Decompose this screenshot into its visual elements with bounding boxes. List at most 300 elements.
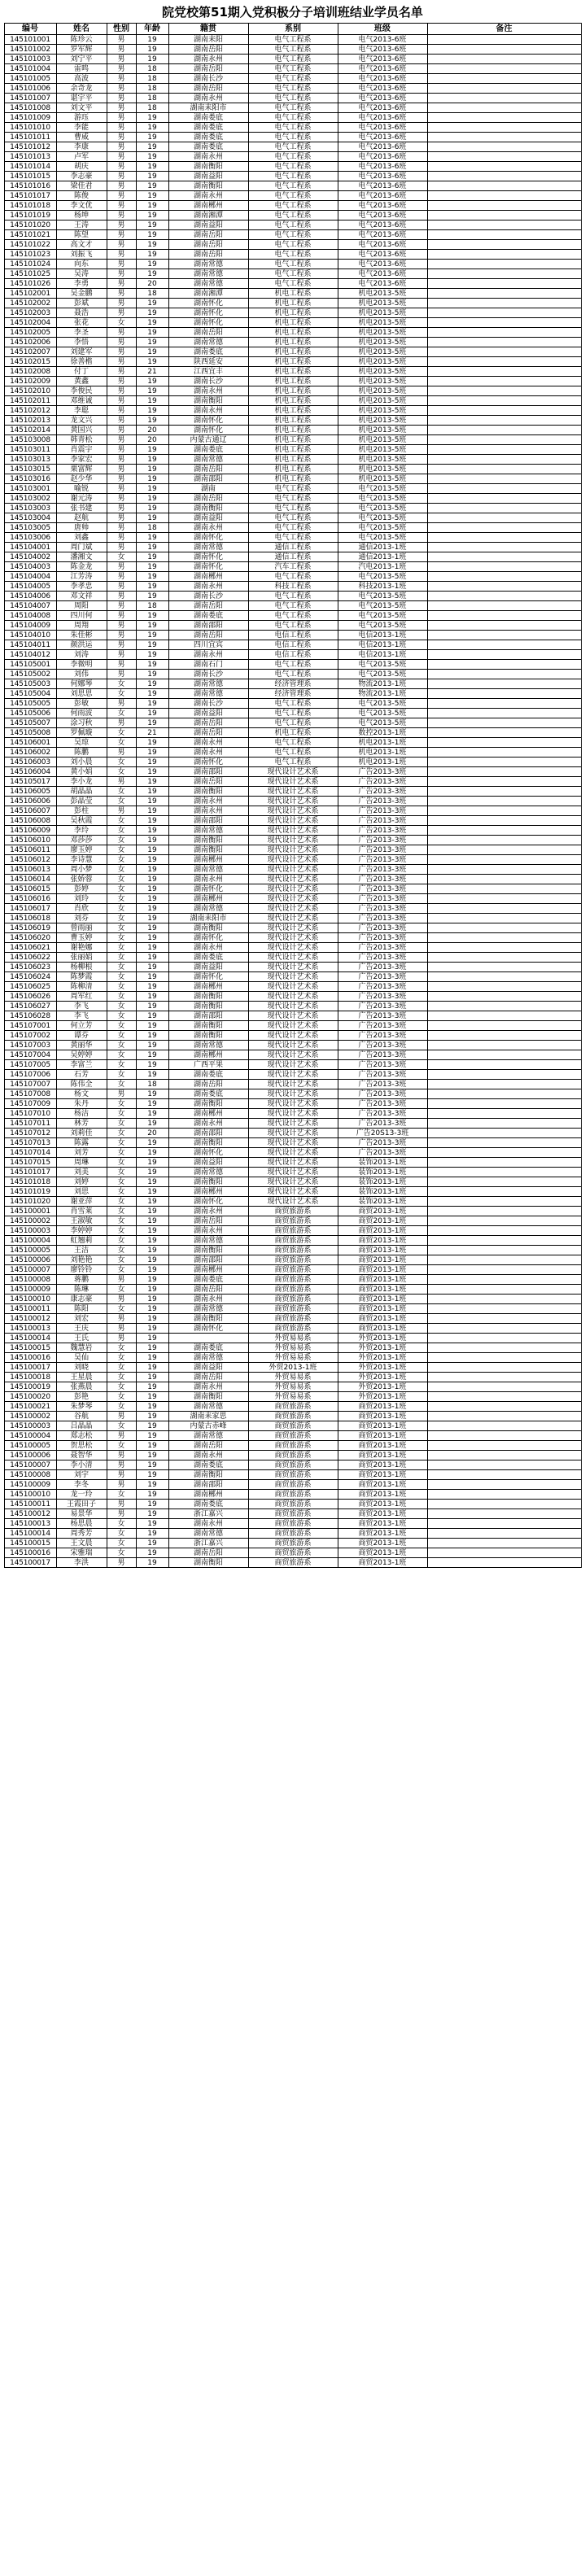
cell-class: 广告2013-3班 [338,767,427,777]
cell-sex: 女 [107,943,136,953]
cell-home: 湖南娄底 [168,133,248,142]
cell-note [427,777,581,787]
cell-note [427,142,581,152]
cell-dept: 电气工程系 [248,55,338,64]
cell-id: 145101015 [4,172,56,181]
cell-class: 机电2013-5班 [338,338,427,347]
col-header-department: 系别 [248,24,338,35]
cell-class: 广告2013-3班 [338,806,427,816]
table-row [4,1392,581,1402]
cell-name: 杨洁 [56,1109,107,1119]
cell-note [427,347,581,357]
cell-dept: 商贸旅游系 [248,1402,338,1412]
cell-id: 145104003 [4,562,56,572]
cell-sex: 女 [107,1002,136,1011]
cell-name: 彭婷 [56,884,107,894]
cell-sex: 女 [107,318,136,328]
cell-id: 145104010 [4,631,56,640]
cell-id: 145106001 [4,738,56,748]
cell-name: 赵少华 [56,474,107,484]
cell-age: 19 [136,679,168,689]
cell-sex: 女 [107,914,136,923]
cell-dept: 电气工程系 [248,84,338,94]
cell-id: 145100004 [4,1431,56,1441]
table-row [4,806,581,816]
cell-name: 杨柳根 [56,963,107,972]
cell-home: 湖南邵阳 [168,1255,248,1265]
cell-age: 19 [136,1402,168,1412]
cell-id: 145102006 [4,338,56,347]
cell-sex: 男 [107,55,136,64]
table-row [4,1451,581,1460]
cell-home: 湖南衡阳 [168,162,248,172]
cell-dept: 商贸旅游系 [248,1500,338,1509]
cell-name: 韩青松 [56,435,107,445]
cell-name: 陈俊 [56,191,107,201]
cell-note [427,699,581,709]
table-row [4,474,581,484]
cell-sex: 男 [107,133,136,142]
cell-class: 电气2013-5班 [338,660,427,670]
cell-id: 145101017 [4,1168,56,1177]
cell-note [427,1168,581,1177]
cell-class: 电气2013-6班 [338,45,427,55]
cell-dept: 商贸旅游系 [248,1460,338,1470]
cell-age: 19 [136,826,168,836]
cell-home: 湖南邵阳 [168,1129,248,1138]
cell-note [427,914,581,923]
table-row [4,504,581,513]
cell-name: 贺思松 [56,1441,107,1451]
cell-name: 刘芳 [56,1148,107,1158]
cell-dept: 商贸旅游系 [248,1265,338,1275]
cell-note [427,1500,581,1509]
cell-class: 装饰2013-1班 [338,1187,427,1197]
cell-class: 广告2013-3班 [338,1109,427,1119]
cell-note [427,230,581,240]
cell-note [427,465,581,474]
cell-name: 邓维诚 [56,396,107,406]
cell-age: 19 [136,455,168,465]
cell-home: 湖南怀化 [168,933,248,943]
cell-age: 18 [136,84,168,94]
cell-id: 145104012 [4,650,56,660]
cell-note [427,74,581,84]
cell-note [427,416,581,426]
cell-class: 电气2013-5班 [338,611,427,621]
cell-age: 19 [136,767,168,777]
cell-note [427,1519,581,1529]
cell-home: 湖南娄底 [168,611,248,621]
cell-dept: 机电工程系 [248,318,338,328]
table-header-row [4,24,581,35]
cell-age: 19 [136,474,168,484]
cell-class: 汽电2013-1班 [338,562,427,572]
cell-sex: 男 [107,357,136,367]
cell-id: 145106023 [4,963,56,972]
table-row [4,162,581,172]
cell-name: 刘艳艳 [56,1255,107,1265]
table-row [4,299,581,308]
cell-class: 商贸2013-1班 [338,1470,427,1480]
cell-id: 145101024 [4,260,56,269]
cell-home: 湖南永州 [168,386,248,396]
table-row [4,289,581,299]
cell-sex: 女 [107,836,136,845]
cell-id: 145100012 [4,1509,56,1519]
cell-id: 145106019 [4,923,56,933]
cell-dept: 机电工程系 [248,377,338,386]
cell-home: 湖南长沙 [168,699,248,709]
cell-age: 18 [136,523,168,533]
cell-dept: 电气工程系 [248,142,338,152]
cell-class: 电气2013-5班 [338,504,427,513]
table-row [4,1011,581,1021]
cell-age: 19 [136,230,168,240]
cell-name: 王淑敏 [56,1216,107,1226]
cell-age: 19 [136,1519,168,1529]
cell-note [427,679,581,689]
cell-class: 电气2013-5班 [338,718,427,728]
table-row [4,1412,581,1421]
cell-age: 19 [136,1334,168,1343]
cell-name: 赵航 [56,513,107,523]
cell-sex: 女 [107,1255,136,1265]
cell-home: 湖南耒阳市 [168,914,248,923]
cell-dept: 外贸2013-1班 [248,1363,338,1373]
cell-sex: 男 [107,445,136,455]
cell-note [427,797,581,806]
cell-home: 湖南常德 [168,679,248,689]
cell-age: 19 [136,55,168,64]
cell-home: 湖南永州 [168,1382,248,1392]
cell-note [427,1021,581,1031]
cell-note [427,1431,581,1441]
cell-age: 19 [136,1382,168,1392]
cell-class: 机电2013-5班 [338,474,427,484]
cell-name: 游珏 [56,113,107,123]
cell-id: 145100004 [4,1236,56,1246]
cell-id: 145102005 [4,328,56,338]
table-row [4,406,581,416]
cell-id: 145105004 [4,689,56,699]
cell-sex: 女 [107,1421,136,1431]
cell-note [427,1460,581,1470]
cell-age: 19 [136,318,168,328]
cell-name: 邓文祥 [56,592,107,601]
cell-id: 145103016 [4,474,56,484]
cell-name: 江芳涛 [56,572,107,582]
table-row [4,1255,581,1265]
cell-home: 湖南怀化 [168,1148,248,1158]
cell-home: 湖南郴州 [168,1490,248,1500]
cell-sex: 男 [107,279,136,289]
cell-note [427,406,581,416]
cell-name: 颜洪运 [56,640,107,650]
cell-home: 湖南岳阳 [168,328,248,338]
cell-dept: 经济管理系 [248,689,338,699]
cell-class: 商贸2013-1班 [338,1539,427,1548]
cell-name: 罗佩璇 [56,728,107,738]
cell-age: 19 [136,1314,168,1324]
cell-dept: 电气工程系 [248,64,338,74]
cell-note [427,211,581,220]
cell-age: 19 [136,1050,168,1060]
cell-home: 湖南娄底 [168,953,248,963]
cell-age: 18 [136,94,168,103]
cell-note [427,640,581,650]
cell-sex: 女 [107,1119,136,1129]
cell-note [427,865,581,875]
cell-home: 湖南益阳 [168,963,248,972]
cell-dept: 电气工程系 [248,45,338,55]
cell-sex: 女 [107,1246,136,1255]
cell-home: 湖南郴州 [168,1187,248,1197]
cell-name: 李能 [56,123,107,133]
table-row [4,1314,581,1324]
cell-sex: 男 [107,308,136,318]
cell-dept: 现代设计艺术系 [248,963,338,972]
cell-note [427,1402,581,1412]
table-row [4,787,581,797]
cell-note [427,377,581,386]
cell-name: 何娜琴 [56,679,107,689]
cell-class: 商贸2013-1班 [338,1324,427,1334]
cell-home: 湖南益阳 [168,1363,248,1373]
cell-sex: 男 [107,777,136,787]
cell-age: 19 [136,1109,168,1119]
cell-name: 陈金龙 [56,562,107,572]
cell-id: 145106024 [4,972,56,982]
cell-id: 145102012 [4,406,56,416]
cell-sex: 男 [107,1558,136,1568]
cell-sex: 女 [107,1216,136,1226]
cell-note [427,758,581,767]
cell-sex: 男 [107,611,136,621]
cell-id: 145100009 [4,1480,56,1490]
cell-class: 电气2013-6班 [338,230,427,240]
table-row [4,250,581,260]
cell-class: 物流2013-1班 [338,689,427,699]
cell-name: 彭斌 [56,299,107,308]
cell-dept: 机电工程系 [248,728,338,738]
cell-class: 商贸2013-1班 [338,1314,427,1324]
cell-sex: 女 [107,1539,136,1548]
table-row [4,1099,581,1109]
cell-sex: 男 [107,1324,136,1334]
cell-age: 19 [136,191,168,201]
cell-home: 湖南衡阳 [168,836,248,845]
cell-class: 机电2013-5班 [338,386,427,396]
cell-dept: 现代设计艺术系 [248,1138,338,1148]
cell-dept: 机电工程系 [248,426,338,435]
cell-id: 145105007 [4,718,56,728]
cell-age: 19 [136,884,168,894]
cell-id: 145101002 [4,45,56,55]
cell-note [427,455,581,465]
cell-age: 19 [136,1216,168,1226]
table-row [4,1236,581,1246]
cell-class: 机电2013-1班 [338,738,427,748]
cell-id: 145102004 [4,318,56,328]
cell-sex: 男 [107,406,136,416]
cell-class: 商贸2013-1班 [338,1509,427,1519]
cell-id: 145103013 [4,455,56,465]
table-row [4,133,581,142]
table-row [4,367,581,377]
cell-dept: 商贸旅游系 [248,1480,338,1490]
cell-sex: 女 [107,709,136,718]
cell-name: 李洪 [56,1558,107,1568]
cell-class: 机电2013-5班 [338,406,427,416]
table-row [4,767,581,777]
cell-class: 商贸2013-1班 [338,1441,427,1451]
cell-note [427,435,581,445]
cell-name: 李微明 [56,660,107,670]
cell-dept: 电气工程系 [248,504,338,513]
cell-home: 湖南常德 [168,260,248,269]
cell-name: 付丁 [56,367,107,377]
cell-sex: 男 [107,1314,136,1324]
cell-dept: 现代设计艺术系 [248,1080,338,1089]
cell-dept: 电气工程系 [248,484,338,494]
cell-id: 145107012 [4,1129,56,1138]
table-row [4,1031,581,1041]
cell-name: 王庆 [56,1324,107,1334]
table-row [4,953,581,963]
cell-id: 145106002 [4,748,56,758]
cell-home: 湖南怀化 [168,758,248,767]
cell-name: 周军红 [56,992,107,1002]
cell-class: 通信2013-1班 [338,552,427,562]
cell-name: 曾雨丽 [56,923,107,933]
cell-home: 湖南耒家思 [168,1412,248,1421]
cell-note [427,1060,581,1070]
cell-dept: 现代设计艺术系 [248,787,338,797]
cell-dept: 机电工程系 [248,474,338,484]
cell-name: 梁佳君 [56,181,107,191]
table-row [4,1363,581,1373]
cell-class: 电气2013-6班 [338,133,427,142]
cell-home: 湖南常德 [168,1353,248,1363]
cell-home: 湖南郴州 [168,855,248,865]
cell-sex: 女 [107,1265,136,1275]
table-row [4,445,581,455]
cell-age: 19 [136,1480,168,1490]
cell-home: 湖南衡阳 [168,923,248,933]
cell-name: 谷航 [56,1412,107,1421]
cell-note [427,826,581,836]
cell-name: 廖玉婷 [56,845,107,855]
table-row [4,1295,581,1304]
cell-name: 朱梦琴 [56,1402,107,1412]
cell-home: 湖南郴州 [168,1109,248,1119]
table-row [4,1002,581,1011]
cell-home: 湖南衡阳 [168,1177,248,1187]
cell-note [427,1480,581,1490]
cell-note [427,396,581,406]
cell-sex: 男 [107,572,136,582]
cell-id: 145101007 [4,94,56,103]
cell-dept: 商贸旅游系 [248,1314,338,1324]
cell-sex: 女 [107,865,136,875]
cell-name: 朱佳彬 [56,631,107,640]
cell-home: 湖南衡阳 [168,396,248,406]
cell-age: 19 [136,201,168,211]
cell-age: 19 [136,709,168,718]
table-row [4,1207,581,1216]
cell-note [427,191,581,201]
cell-home: 湖南衡阳 [168,1314,248,1324]
cell-dept: 现代设计艺术系 [248,816,338,826]
cell-home: 陕西延安 [168,357,248,367]
cell-dept: 机电工程系 [248,289,338,299]
cell-dept: 电气工程系 [248,191,338,201]
cell-age: 19 [136,806,168,816]
cell-dept: 机电工程系 [248,416,338,426]
cell-sex: 女 [107,1285,136,1295]
cell-id: 145106010 [4,836,56,845]
cell-name: 李玲 [56,826,107,836]
table-row [4,1216,581,1226]
cell-id: 145107007 [4,1080,56,1089]
cell-name: 刘玲 [56,894,107,904]
cell-class: 广告2013-3班 [338,797,427,806]
cell-sex: 男 [107,211,136,220]
cell-id: 145103002 [4,494,56,504]
table-row [4,1109,581,1119]
cell-home: 内蒙古赤峰 [168,1421,248,1431]
cell-dept: 现代设计艺术系 [248,894,338,904]
cell-id: 145101022 [4,240,56,250]
cell-class: 电气2013-6班 [338,84,427,94]
cell-name: 周琳 [56,1158,107,1168]
cell-dept: 电气工程系 [248,103,338,113]
cell-sex: 男 [107,230,136,240]
cell-id: 145100002 [4,1412,56,1421]
cell-age: 19 [136,650,168,660]
cell-name: 康志豪 [56,1295,107,1304]
table-row [4,1041,581,1050]
cell-id: 145105003 [4,679,56,689]
table-row [4,142,581,152]
cell-class: 外贸2013-1班 [338,1353,427,1363]
cell-home: 湖南永州 [168,943,248,953]
cell-class: 广告2013-3班 [338,1070,427,1080]
cell-name: 王洁 [56,1246,107,1255]
cell-sex: 女 [107,1158,136,1168]
cell-dept: 电气工程系 [248,513,338,523]
cell-sex: 男 [107,181,136,191]
cell-home: 湖南岳阳 [168,718,248,728]
cell-id: 145105008 [4,728,56,738]
cell-class: 电气2013-5班 [338,621,427,631]
cell-id: 145107004 [4,1050,56,1060]
cell-age: 19 [136,396,168,406]
cell-dept: 现代设计艺术系 [248,953,338,963]
cell-class: 电气2013-6班 [338,55,427,64]
table-row [4,728,581,738]
cell-note [427,1216,581,1226]
cell-sex: 女 [107,1011,136,1021]
cell-note [427,1080,581,1089]
cell-id: 145106022 [4,953,56,963]
cell-sex: 女 [107,923,136,933]
cell-class: 机电2013-5班 [338,289,427,299]
table-row [4,914,581,923]
cell-note [427,445,581,455]
cell-age: 19 [136,299,168,308]
